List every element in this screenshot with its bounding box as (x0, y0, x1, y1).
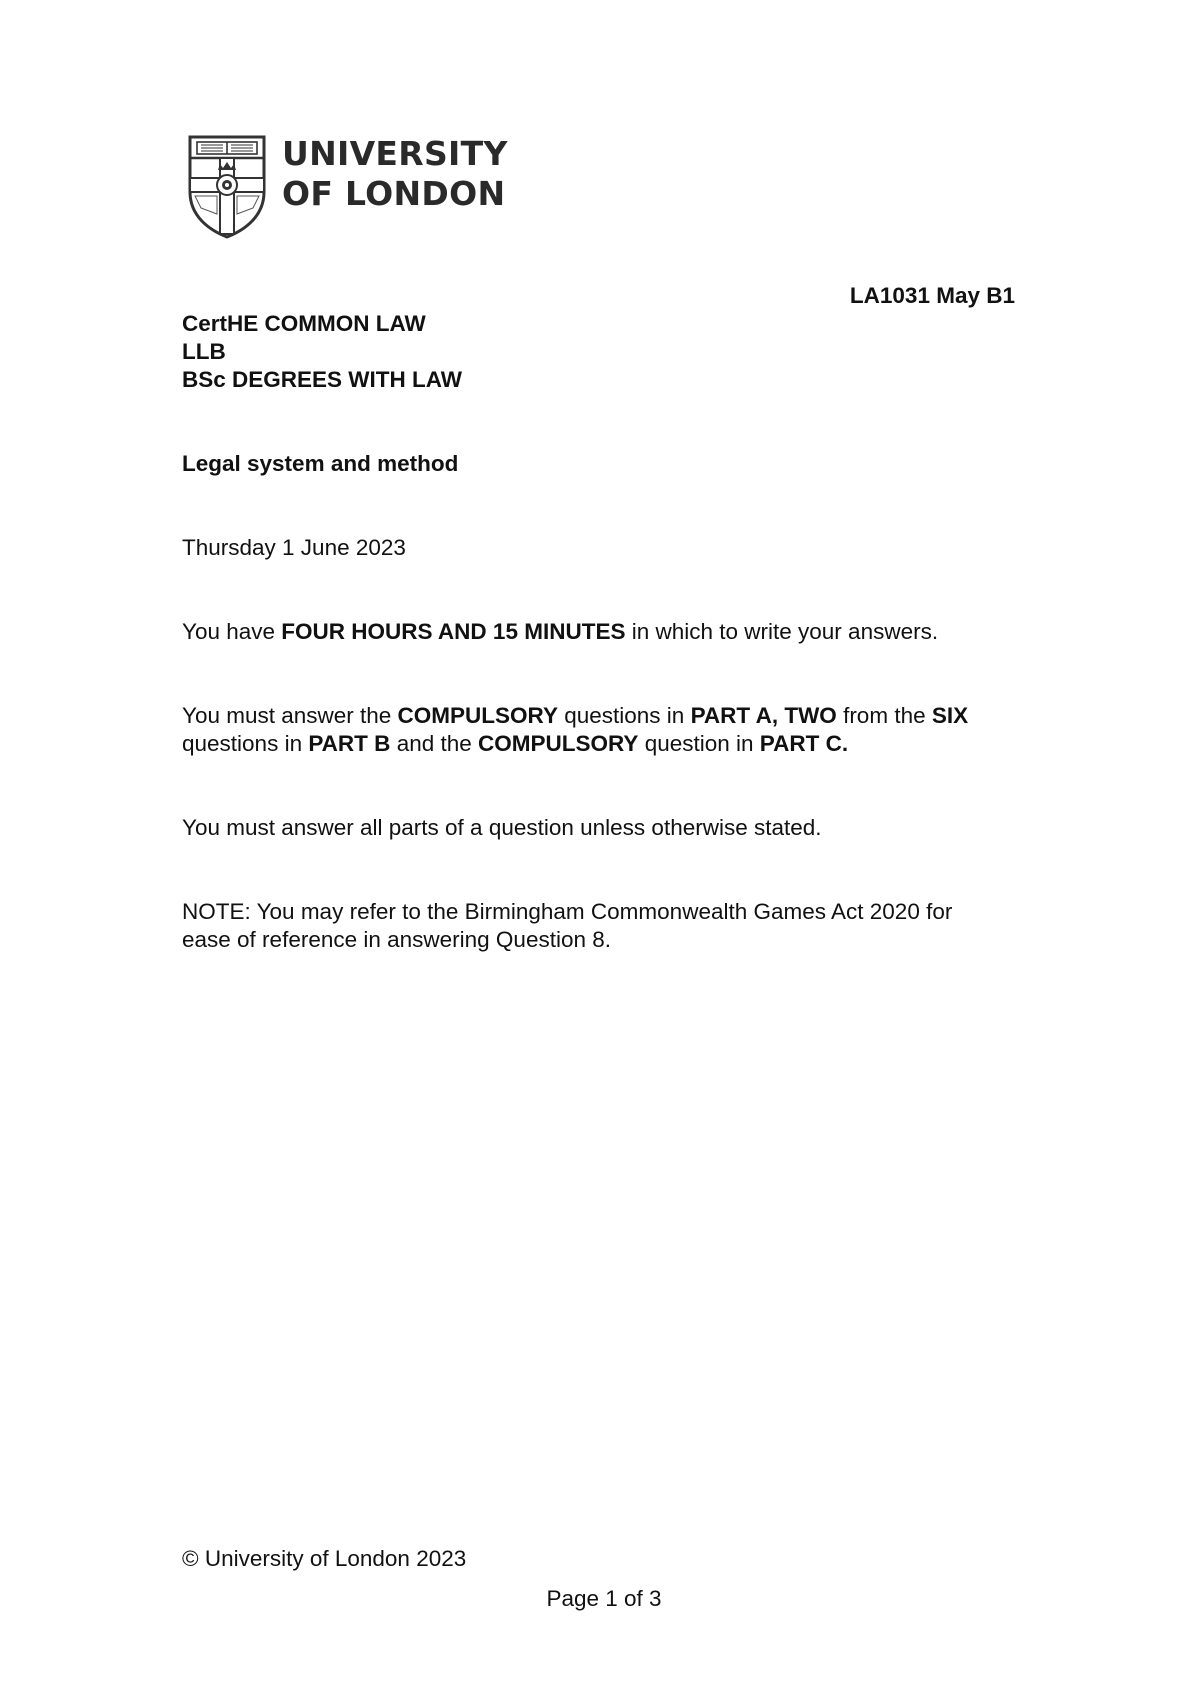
answer-text: You must answer the (182, 703, 398, 728)
exam-title: Legal system and method (182, 451, 459, 476)
paper-code: LA1031 May B1 (849, 283, 1015, 308)
answer-instruction-line-2 (182, 730, 848, 758)
answer-text: question in (638, 731, 760, 756)
answer-emphasis: SIX (931, 703, 969, 728)
note-line-2: ease of reference in answering Question 8. (182, 927, 612, 952)
answer-emphasis: PART C. (759, 731, 849, 756)
programme-1: CertHE COMMON LAW (182, 311, 426, 336)
answer-emphasis: PART A, TWO (690, 703, 837, 728)
time-text-post: in which to write your answers. (625, 619, 939, 644)
note-line-1: NOTE: You may refer to the Birmingham Commonwealth Games Act 2020 for (182, 899, 953, 924)
page-number-label: Page 1 of 3 (546, 1586, 662, 1611)
page-number (0, 1585, 1200, 1613)
crest-icon (187, 134, 267, 239)
answer-text: questions in (557, 703, 691, 728)
answer-text: questions in (182, 731, 309, 756)
answer-text: from the (836, 703, 932, 728)
all-parts-instruction: You must answer all parts of a question unless otherwise stated. (182, 815, 822, 840)
logo-line-1: UNIVERSITY (282, 134, 508, 173)
logo-wordmark (282, 134, 508, 214)
time-instruction (182, 618, 938, 646)
answer-text: and the (390, 731, 479, 756)
answer-instruction-line-1 (182, 702, 968, 730)
answer-emphasis: COMPULSORY (397, 703, 558, 728)
programme-3: BSc DEGREES WITH LAW (182, 367, 463, 392)
time-duration: FOUR HOURS AND 15 MINUTES (281, 619, 626, 644)
time-text-pre: You have (182, 619, 282, 644)
programme-2: LLB (182, 339, 226, 364)
answer-emphasis: PART B (308, 731, 391, 756)
university-logo (187, 134, 507, 244)
answer-emphasis: COMPULSORY (478, 731, 639, 756)
logo-line-2: OF LONDON (282, 174, 506, 213)
exam-date: Thursday 1 June 2023 (182, 535, 406, 560)
copyright-notice: © University of London 2023 (182, 1546, 467, 1571)
